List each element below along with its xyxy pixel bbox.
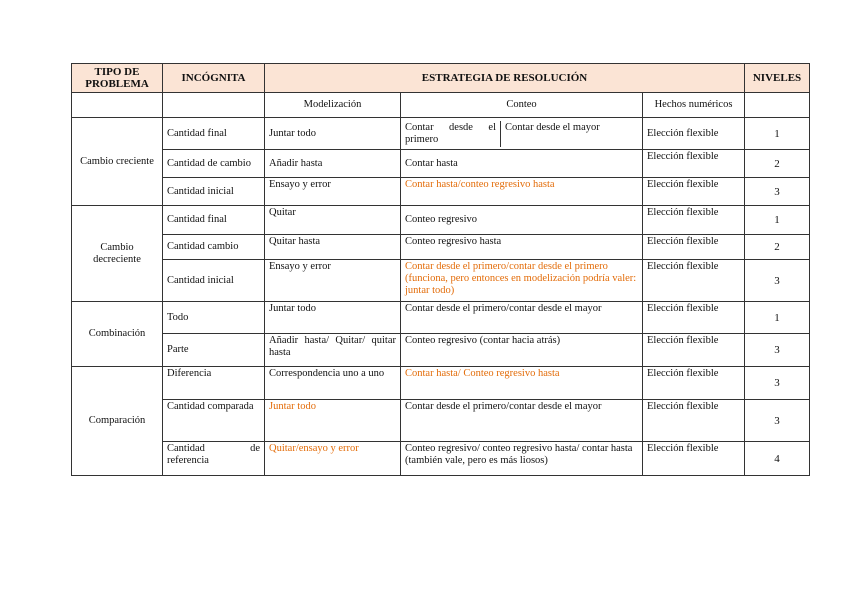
strategy-table — [71, 63, 810, 476]
tipo-cell: Combinación — [72, 302, 163, 367]
table-row — [72, 400, 810, 442]
incognita-cell: Cantidad de cambio — [163, 150, 265, 178]
table-row — [72, 235, 810, 260]
modelizacion-cell: Ensayo y error — [265, 178, 401, 206]
nivel-cell: 3 — [745, 334, 810, 367]
nivel-cell: 2 — [745, 235, 810, 260]
conteo-cell: Conteo regresivo (contar hacia atrás) — [401, 334, 643, 367]
hechos-cell: Elección flexible — [643, 235, 745, 260]
incognita-cell: Cantidad de referencia — [163, 442, 265, 476]
nivel-cell: 4 — [745, 442, 810, 476]
hechos-cell: Elección flexible — [643, 206, 745, 235]
table-row — [72, 302, 810, 334]
tipo-cell: Cambio creciente — [72, 118, 163, 206]
header-row — [72, 64, 810, 93]
hechos-cell: Elección flexible — [643, 302, 745, 334]
modelizacion-cell: Juntar todo — [265, 118, 401, 150]
nivel-cell: 1 — [745, 206, 810, 235]
conteo-cell: Contar hasta/ Conteo regresivo hasta — [401, 367, 643, 400]
header-incognita: INCÓGNITA — [163, 64, 265, 93]
header-estrategia: ESTRATEGIA DE RESOLUCIÓN — [265, 64, 745, 93]
tipo-cell: Cambio decreciente — [72, 206, 163, 302]
subheader-empty-1 — [72, 93, 163, 118]
hechos-cell: Elección flexible — [643, 400, 745, 442]
hechos-cell: Elección flexible — [643, 260, 745, 302]
hechos-cell: Elección flexible — [643, 334, 745, 367]
header-niveles: NIVELES — [745, 64, 810, 93]
table-row — [72, 442, 810, 476]
incognita-cell: Cantidad final — [163, 118, 265, 150]
nivel-cell: 3 — [745, 260, 810, 302]
hechos-cell: Elección flexible — [643, 178, 745, 206]
modelizacion-cell: Juntar todo — [265, 302, 401, 334]
conteo-cell: Contar hasta — [401, 150, 643, 178]
modelizacion-cell: Quitar/ensayo y error — [265, 442, 401, 476]
header-tipo: TIPO DE PROBLEMA — [72, 64, 163, 93]
conteo-split-cell — [401, 118, 643, 150]
table-row — [72, 367, 810, 400]
hechos-cell: Elección flexible — [643, 442, 745, 476]
conteo-cell: Conteo regresivo/ conteo regresivo hasta/ contar hasta (también vale, pero es más liosos) — [401, 442, 643, 476]
modelizacion-cell: Añadir hasta — [265, 150, 401, 178]
conteo-cell: Conteo regresivo hasta — [401, 235, 643, 260]
modelizacion-cell: Quitar hasta — [265, 235, 401, 260]
subheader-conteo: Conteo — [401, 93, 643, 118]
incognita-cell: Todo — [163, 302, 265, 334]
modelizacion-cell: Correspondencia uno a uno — [265, 367, 401, 400]
nivel-cell: 1 — [745, 302, 810, 334]
nivel-cell: 3 — [745, 178, 810, 206]
conteo-cell: Contar desde el primero/contar desde el mayor — [401, 400, 643, 442]
conteo-cell: Contar hasta/conteo regresivo hasta — [401, 178, 643, 206]
table-row — [72, 260, 810, 302]
subheader-hechos: Hechos numéricos — [643, 93, 745, 118]
table-row — [72, 178, 810, 206]
conteo-cell-a: Contar desde el primero — [401, 121, 501, 147]
table-row — [72, 206, 810, 235]
modelizacion-cell: Quitar — [265, 206, 401, 235]
incognita-cell: Cantidad inicial — [163, 260, 265, 302]
conteo-cell-b: Contar desde el mayor — [505, 121, 600, 133]
incognita-cell: Cantidad cambio — [163, 235, 265, 260]
subheader-modelizacion: Modelización — [265, 93, 401, 118]
incognita-cell: Cantidad comparada — [163, 400, 265, 442]
nivel-cell: 3 — [745, 400, 810, 442]
subheader-empty-2 — [163, 93, 265, 118]
hechos-cell: Elección flexible — [643, 150, 745, 178]
table-row — [72, 334, 810, 367]
nivel-cell: 2 — [745, 150, 810, 178]
nivel-cell: 1 — [745, 118, 810, 150]
conteo-cell: Contar desde el primero/contar desde el primero (funciona, pero entonces en modelización podría valer: juntar todo) — [401, 260, 643, 302]
conteo-cell: Conteo regresivo — [401, 206, 643, 235]
incognita-cell: Diferencia — [163, 367, 265, 400]
modelizacion-cell: Juntar todo — [265, 400, 401, 442]
incognita-cell: Cantidad inicial — [163, 178, 265, 206]
tipo-cell: Comparación — [72, 367, 163, 476]
hechos-cell: Elección flexible — [643, 118, 745, 150]
subheader-empty-3 — [745, 93, 810, 118]
table-row — [72, 150, 810, 178]
modelizacion-cell: Ensayo y error — [265, 260, 401, 302]
incognita-cell: Cantidad final — [163, 206, 265, 235]
incognita-cell: Parte — [163, 334, 265, 367]
conteo-cell: Contar desde el primero/contar desde el mayor — [401, 302, 643, 334]
table-row — [72, 118, 810, 150]
nivel-cell: 3 — [745, 367, 810, 400]
modelizacion-cell: Añadir hasta/ Quitar/ quitar hasta — [265, 334, 401, 367]
subheader-row — [72, 93, 810, 118]
hechos-cell: Elección flexible — [643, 367, 745, 400]
